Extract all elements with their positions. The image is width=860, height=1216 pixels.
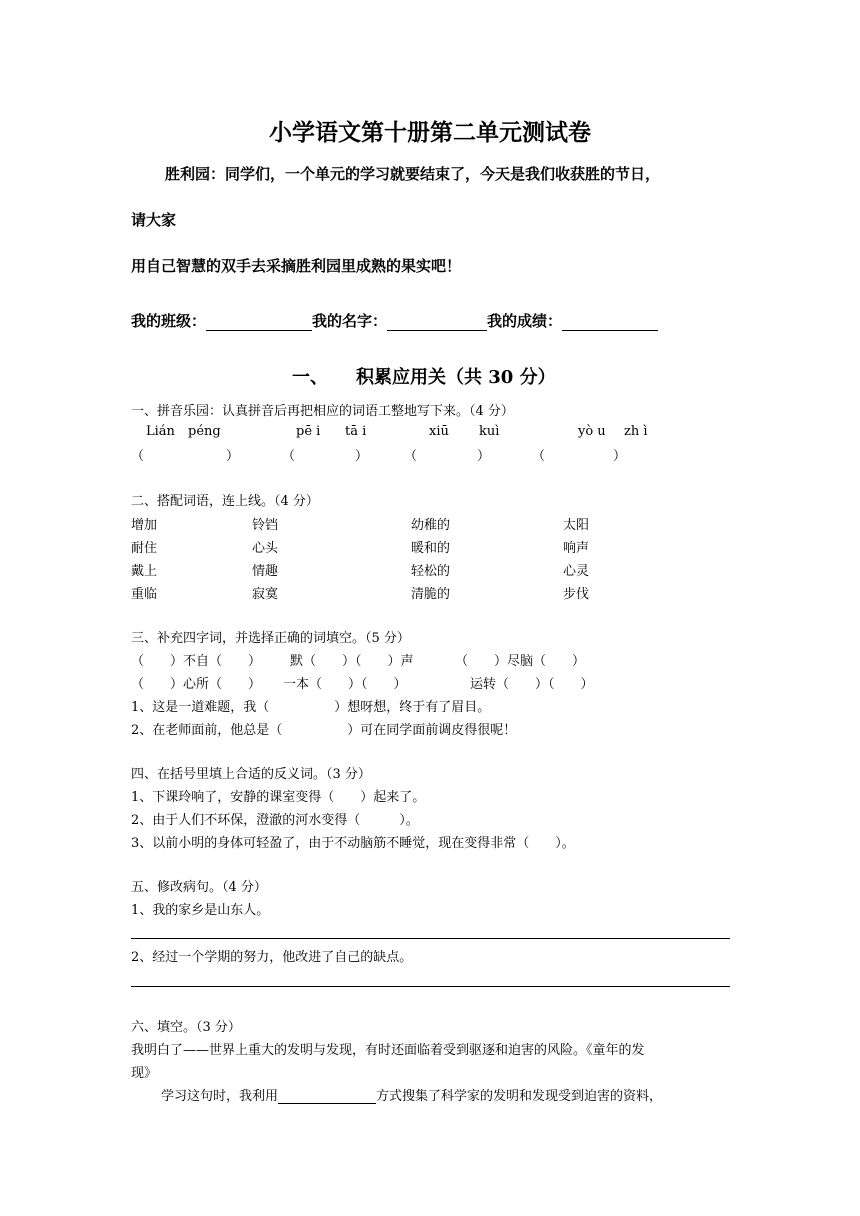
q4-heading: 四、在括号里填上合适的反义词。（3 分） bbox=[131, 767, 371, 782]
q4-sentence-1: 1、下课玲响了，安静的课室变得（ ）起来了。 bbox=[131, 790, 426, 805]
intro-line-1: 胜利园：同学们，一个单元的学习就要结束了，今天是我们收获胜的节日， bbox=[165, 165, 661, 183]
pinyin-6: kuì bbox=[479, 424, 500, 439]
page-title: 小学语文第十册第二单元测试卷 bbox=[269, 120, 591, 146]
q5-sentence-1: 1、我的家乡是山东人。 bbox=[131, 903, 270, 918]
pinyin-8: zh ì bbox=[624, 424, 648, 439]
q4-sentence-3: 3、以前小明的身体可轻盈了，由于不动脑筋不睡觉，现在变得非常（ ）。 bbox=[131, 836, 575, 851]
idiom-blank: （ ）不自（ ） bbox=[131, 654, 262, 669]
match-word: 耐住 bbox=[131, 541, 158, 556]
q5-sentence-2: 2、经过一个学期的努力，他改进了自己的缺点。 bbox=[131, 950, 413, 965]
section-title: 积累应用关（共 30 分） bbox=[356, 367, 556, 388]
q3-sentence-1: 1、这是一道难题，我（ ）想呀想，终于有了眉目。 bbox=[131, 700, 491, 715]
match-word: 幼稚的 bbox=[411, 518, 451, 533]
idiom-blank: （ ）尽脑（ ） bbox=[455, 654, 586, 669]
q6-paragraph-line-2: 现》 bbox=[131, 1066, 158, 1081]
q6-fill-line bbox=[161, 1085, 662, 1104]
student-info-row bbox=[131, 310, 658, 331]
match-word: 心头 bbox=[252, 541, 279, 556]
bracket-open-4: （ bbox=[532, 449, 546, 464]
class-blank[interactable] bbox=[206, 314, 312, 331]
match-word: 心灵 bbox=[563, 564, 590, 579]
bracket-close-3: ） bbox=[477, 449, 491, 464]
q3-heading: 三、补充四字词，并选择正确的词填空。（5 分） bbox=[131, 631, 410, 646]
section-number: 一、 bbox=[292, 367, 328, 388]
pinyin-7: yò u bbox=[578, 424, 606, 439]
pinyin-3: pē i bbox=[296, 424, 321, 439]
match-word: 暖和的 bbox=[411, 541, 451, 556]
q6-paragraph-line-1: 我明白了——世界上重大的发明与发现，有时还面临着受到驱逐和迫害的风险。《童年的发 bbox=[131, 1043, 645, 1058]
idiom-blank: 运转（ ）（ ） bbox=[470, 677, 594, 692]
q2-heading: 二、搭配词语，连上线。（4 分） bbox=[131, 494, 319, 509]
match-word: 情趣 bbox=[252, 564, 279, 579]
q6-blank[interactable] bbox=[278, 1089, 376, 1104]
bracket-open-2: （ bbox=[282, 449, 296, 464]
score-blank[interactable] bbox=[562, 314, 658, 331]
intro-line-2: 请大家 bbox=[131, 211, 177, 229]
pinyin-1: Lián bbox=[146, 424, 175, 439]
answer-line-2[interactable] bbox=[131, 986, 730, 987]
class-label: 我的班级： bbox=[131, 312, 207, 330]
match-word: 轻松的 bbox=[411, 564, 451, 579]
q4-sentence-2: 2、由于人们不环保，澄澈的河水变得（ ）。 bbox=[131, 813, 419, 828]
bracket-open-1: （ bbox=[131, 449, 145, 464]
pinyin-5: xiū bbox=[429, 424, 449, 439]
q5-heading: 五、修改病句。（4 分） bbox=[131, 880, 267, 895]
name-blank[interactable] bbox=[387, 314, 487, 331]
match-word: 重临 bbox=[131, 587, 158, 602]
match-word: 增加 bbox=[131, 518, 158, 533]
q6-heading: 六、填空。（3 分） bbox=[131, 1020, 241, 1035]
name-label: 我的名字： bbox=[312, 312, 388, 330]
match-word: 戴上 bbox=[131, 564, 158, 579]
score-label: 我的成绩： bbox=[487, 312, 563, 330]
bracket-close-4: ） bbox=[613, 449, 627, 464]
match-word: 步伐 bbox=[563, 587, 590, 602]
intro-line-3: 用自己智慧的双手去采摘胜利园里成熟的果实吧！ bbox=[131, 257, 462, 275]
idiom-blank: 一本（ ）（ ） bbox=[283, 677, 407, 692]
idiom-blank: （ ）心所（ ） bbox=[131, 677, 262, 692]
match-word: 铃铛 bbox=[252, 518, 279, 533]
answer-line-1[interactable] bbox=[131, 938, 730, 939]
q6-prefix: 学习这句时，我利用 bbox=[161, 1089, 279, 1104]
idiom-blank: 默（ ）（ ）声 bbox=[290, 654, 414, 669]
q6-suffix: 方式搜集了科学家的发明和发现受到迫害的资料， bbox=[376, 1089, 663, 1104]
match-word: 响声 bbox=[563, 541, 590, 556]
q1-heading: 一、拼音乐园：认真拼音后再把相应的词语工整地写下来。（4 分） bbox=[131, 404, 514, 419]
pinyin-4: tā i bbox=[345, 424, 367, 439]
bracket-open-3: （ bbox=[404, 449, 418, 464]
match-word: 清脆的 bbox=[411, 587, 451, 602]
match-word: 寂寞 bbox=[252, 587, 279, 602]
bracket-close-2: ） bbox=[355, 449, 369, 464]
bracket-close-1: ） bbox=[226, 449, 240, 464]
pinyin-2: péng bbox=[188, 424, 221, 439]
match-word: 太阳 bbox=[563, 518, 590, 533]
q3-sentence-2: 2、在老师面前，他总是（ ）可在同学面前调皮得很呢！ bbox=[131, 723, 517, 738]
